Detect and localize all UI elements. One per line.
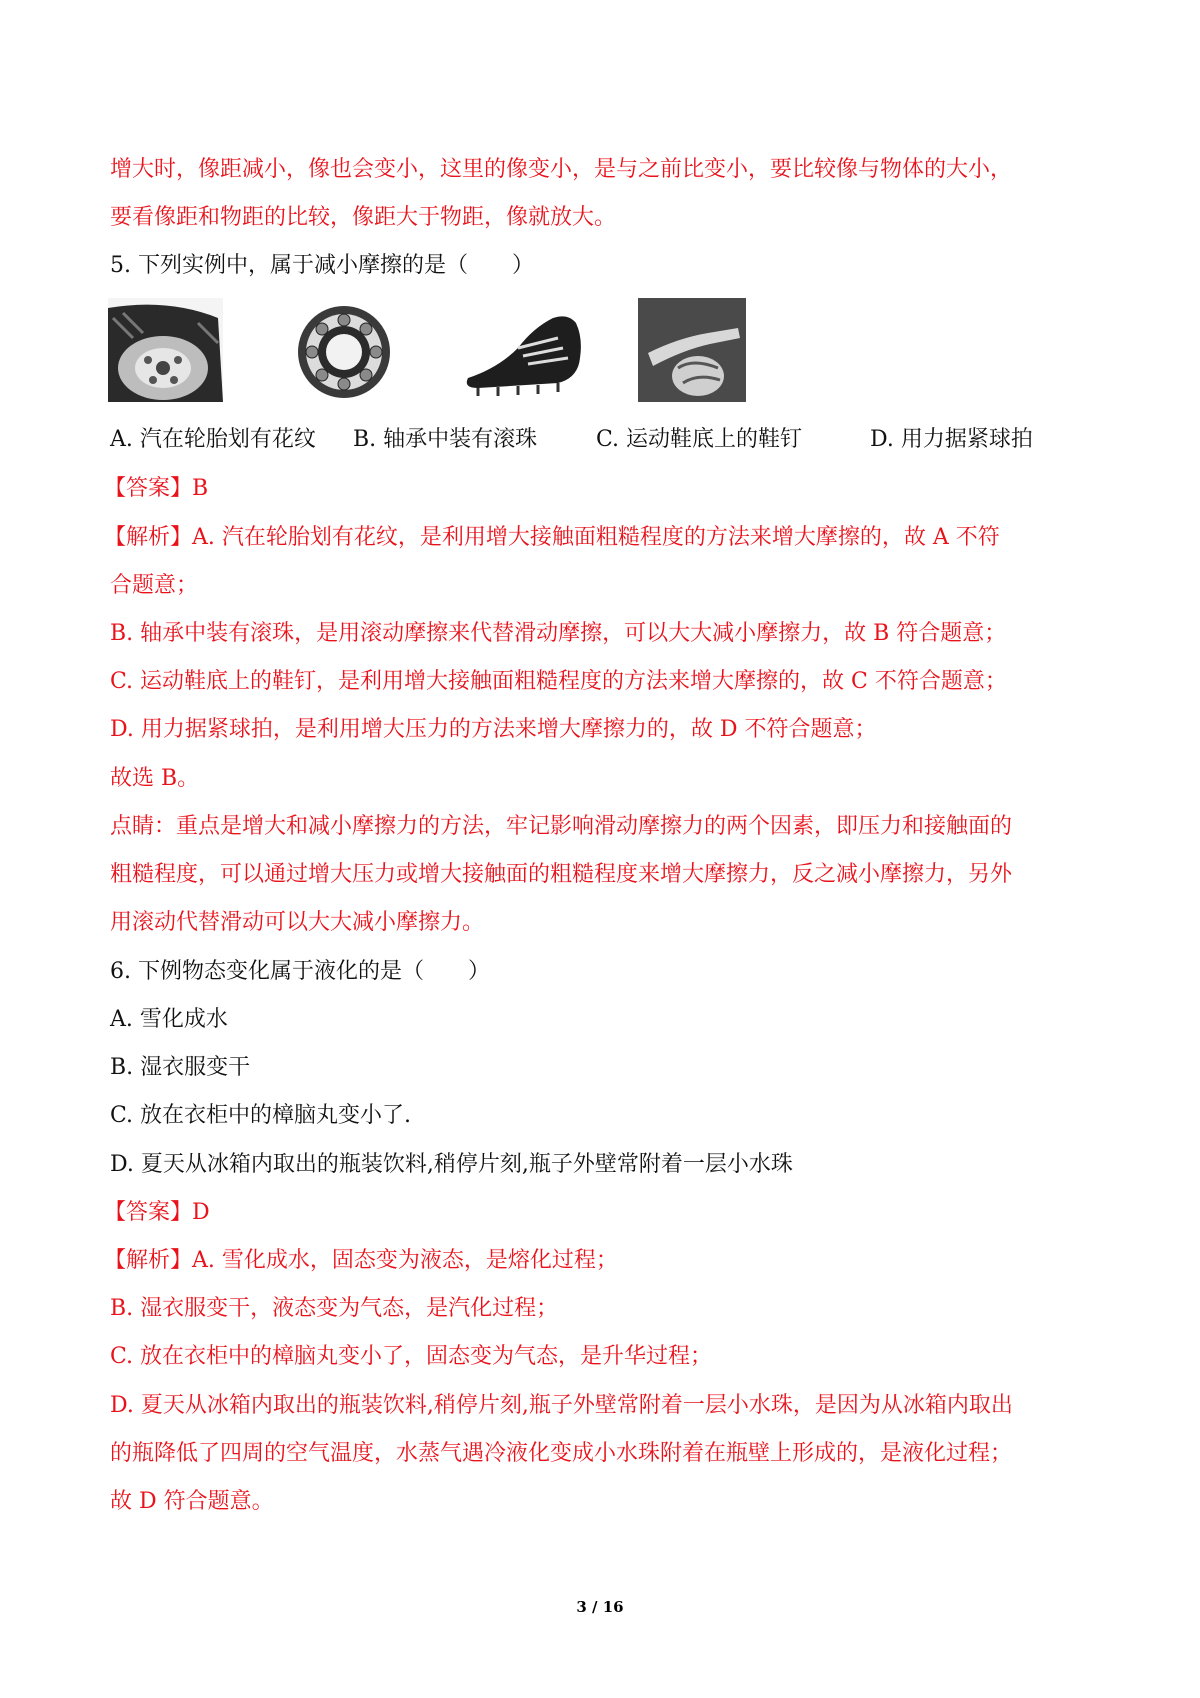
analysis-line: C. 运动鞋底上的鞋钉，是利用增大接触面粗糙程度的方法来增大摩擦的，故 C 不符合题意； bbox=[110, 669, 1007, 694]
option-d: D. 夏天从冰箱内取出的瓶装饮料,稍停片刻,瓶子外壁常附着一层小水珠 bbox=[110, 1152, 793, 1177]
analysis-line: 【解析】A. 雪化成水，固态变为液态，是熔化过程； bbox=[104, 1248, 618, 1273]
option-a: A. 汽在轮胎划有花纹 bbox=[110, 427, 316, 452]
answer-6: 【答案】D bbox=[104, 1200, 210, 1225]
question-5: 5. 下列实例中，属于减小摩擦的是（ ） bbox=[110, 253, 534, 278]
option-c: C. 运动鞋底上的鞋钉 bbox=[596, 427, 803, 452]
analysis-line: 故 D 符合题意。 bbox=[110, 1489, 274, 1514]
tire-icon bbox=[108, 298, 223, 402]
analysis-line: 合题意； bbox=[110, 573, 199, 598]
option-b: B. 轴承中装有滚珠 bbox=[353, 427, 538, 452]
analysis-line: 的瓶降低了四周的空气温度，水蒸气遇冷液化变成小水珠附着在瓶壁上形成的，是液化过程； bbox=[110, 1441, 1013, 1466]
analysis-line: 故选 B。 bbox=[110, 766, 200, 791]
analysis-line: D. 夏天从冰箱内取出的瓶装饮料,稍停片刻,瓶子外壁常附着一层小水珠，是因为从冰箱内取出 bbox=[110, 1393, 1013, 1418]
analysis-line: 用滚动代替滑动可以大大减小摩擦力。 bbox=[110, 910, 485, 935]
analysis-line: D. 用力据紧球拍，是利用增大压力的方法来增大摩擦力的，故 D 不符合题意； bbox=[110, 717, 877, 742]
analysis-line: B. 湿衣服变干，液态变为气态，是汽化过程； bbox=[110, 1296, 559, 1321]
analysis-line: 粗糙程度，可以通过增大压力或增大接触面的粗糙程度来增大摩擦力，反之减小摩擦力，另外 bbox=[110, 862, 1013, 887]
question-5-options bbox=[110, 425, 1033, 455]
analysis-line: 【解析】A. 汽在轮胎划有花纹，是利用增大接触面粗糙程度的方法来增大摩擦的，故 A 不符 bbox=[104, 525, 1000, 550]
racket-grip-icon bbox=[638, 298, 746, 402]
answer-5: 【答案】B bbox=[104, 476, 209, 501]
bearing-icon bbox=[290, 298, 398, 402]
option-c: C. 放在衣柜中的樟脑丸变小了. bbox=[110, 1103, 412, 1128]
analysis-line: B. 轴承中装有滚珠，是用滚动摩擦来代替滑动摩擦，可以大大减小摩擦力，故 B 符合题意； bbox=[110, 621, 1007, 646]
option-b: B. 湿衣服变干 bbox=[110, 1055, 251, 1080]
analysis-line: C. 放在衣柜中的樟脑丸变小了，固态变为气态，是升华过程； bbox=[110, 1344, 713, 1369]
option-a: A. 雪化成水 bbox=[110, 1007, 228, 1032]
text-line: 要看像距和物距的比较，像距大于物距，像就放大。 bbox=[110, 205, 617, 230]
analysis-line: 点睛：重点是增大和减小摩擦力的方法，牢记影响滑动摩擦力的两个因素，即压力和接触面的 bbox=[110, 814, 1013, 839]
question-5-images bbox=[108, 298, 808, 408]
text-line: 增大时，像距减小，像也会变小，这里的像变小，是与之前比变小，要比较像与物体的大小， bbox=[110, 157, 1013, 182]
option-d: D. 用力据紧球拍 bbox=[870, 427, 1033, 452]
spike-shoe-icon bbox=[458, 298, 588, 402]
question-6: 6. 下例物态变化属于液化的是（ ） bbox=[110, 959, 490, 984]
page-number: 3 / 16 bbox=[576, 1598, 624, 1616]
